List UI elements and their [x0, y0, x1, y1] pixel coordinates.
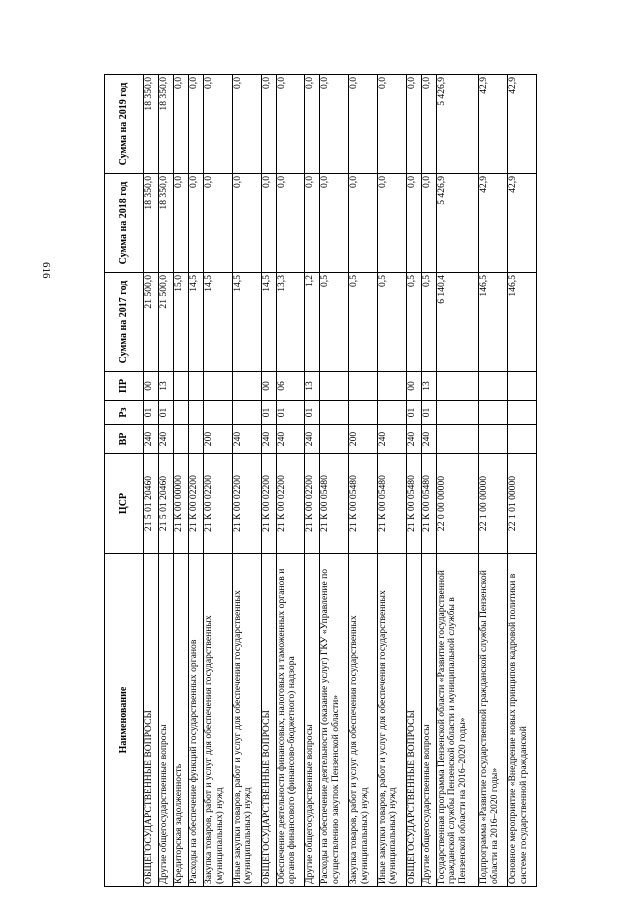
cell-rz: 01 [159, 401, 174, 425]
cell-sum-2018: 18 350,0 [159, 174, 174, 273]
header-sum-2018: Сумма на 2018 год [105, 174, 144, 273]
table-row [232, 75, 261, 887]
cell-name: Другие общегосударственные вопросы [159, 554, 174, 887]
table-row [305, 75, 320, 887]
cell-vr [479, 425, 508, 454]
cell-name: ОБЩЕГОСУДАРСТВЕННЫЕ ВОПРОСЫ [261, 554, 276, 887]
cell-csr: 21 К 00 02200 [261, 454, 276, 554]
cell-pr: 00 [144, 372, 159, 401]
cell-sum-2017: 21 500,0 [159, 273, 174, 372]
cell-csr: 22 1 00 00000 [479, 454, 508, 554]
cell-sum-2019: 18 350,0 [144, 75, 159, 174]
cell-sum-2019: 0,0 [189, 75, 204, 174]
cell-vr [436, 425, 478, 454]
cell-name: ОБЩЕГОСУДАРСТВЕННЫЕ ВОПРОСЫ [144, 554, 159, 887]
cell-name: Другие общегосударственные вопросы [305, 554, 320, 887]
table-row [349, 75, 378, 887]
header-sum-2019: Сумма на 2019 год [105, 75, 144, 174]
cell-csr: 21 К 00 05480 [406, 454, 421, 554]
cell-sum-2018: 0,0 [349, 174, 378, 273]
cell-pr [189, 372, 204, 401]
cell-csr: 21 К 00 02200 [276, 454, 305, 554]
cell-csr: 21 К 00 05480 [378, 454, 407, 554]
cell-rz [320, 401, 349, 425]
cell-pr: 13 [421, 372, 436, 401]
cell-sum-2017: 146,5 [479, 273, 508, 372]
cell-pr [349, 372, 378, 401]
cell-vr [174, 425, 189, 454]
cell-sum-2019: 5 426,9 [436, 75, 478, 174]
page-number: 616 [40, 262, 52, 279]
cell-pr [204, 372, 233, 401]
cell-name: Подпрограмма «Развитие государственной гражданской службы Пензенской области на 2016–2020 годы» [479, 554, 508, 887]
cell-rz [436, 401, 478, 425]
cell-pr [479, 372, 508, 401]
cell-sum-2017: 6 140,4 [436, 273, 478, 372]
cell-csr: 21 К 00 00000 [174, 454, 189, 554]
cell-sum-2019: 0,0 [378, 75, 407, 174]
header-csr: ЦСР [105, 454, 144, 554]
cell-rz: 01 [276, 401, 305, 425]
cell-vr: 240 [144, 425, 159, 454]
cell-sum-2019: 0,0 [320, 75, 349, 174]
cell-sum-2017: 14,5 [261, 273, 276, 372]
cell-vr [189, 425, 204, 454]
cell-pr: 00 [406, 372, 421, 401]
cell-sum-2019: 0,0 [305, 75, 320, 174]
cell-vr: 200 [349, 425, 378, 454]
cell-sum-2019: 42,9 [479, 75, 508, 174]
cell-sum-2017: 0,5 [406, 273, 421, 372]
cell-sum-2017: 13,3 [276, 273, 305, 372]
cell-rz: 01 [305, 401, 320, 425]
cell-name: Обеспечение деятельности финансовых, налоговых и таможенных органов и органов финансового (финансово-бюджетного) надзора [276, 554, 305, 887]
cell-sum-2019: 42,9 [508, 75, 537, 174]
cell-sum-2017: 0,5 [378, 273, 407, 372]
cell-pr: 13 [159, 372, 174, 401]
table-row [144, 75, 159, 887]
cell-sum-2017: 146,5 [508, 273, 537, 372]
cell-rz [378, 401, 407, 425]
cell-csr: 21 К 00 05480 [421, 454, 436, 554]
cell-name: Другие общегосударственные вопросы [421, 554, 436, 887]
cell-rz [189, 401, 204, 425]
table-row [276, 75, 305, 887]
table-row [406, 75, 421, 887]
table-row [189, 75, 204, 887]
table-body [144, 75, 537, 887]
cell-vr: 240 [276, 425, 305, 454]
table-row [508, 75, 537, 887]
cell-rz [479, 401, 508, 425]
header-sum-2017: Сумма на 2017 год [105, 273, 144, 372]
budget-table [104, 74, 537, 887]
cell-name: Расходы на обеспечение функций государственных органов [189, 554, 204, 887]
cell-pr [232, 372, 261, 401]
cell-sum-2017: 0,5 [349, 273, 378, 372]
cell-name: Кредиторская задолженность [174, 554, 189, 887]
cell-csr: 22 1 01 00000 [508, 454, 537, 554]
cell-sum-2018: 0,0 [232, 174, 261, 273]
cell-pr: 13 [305, 372, 320, 401]
cell-sum-2017: 14,5 [189, 273, 204, 372]
cell-name: ОБЩЕГОСУДАРСТВЕННЫЕ ВОПРОСЫ [406, 554, 421, 887]
cell-csr: 22 0 00 00000 [436, 454, 478, 554]
cell-sum-2018: 0,0 [421, 174, 436, 273]
cell-sum-2019: 0,0 [261, 75, 276, 174]
header-vr: ВР [105, 425, 144, 454]
cell-vr: 240 [305, 425, 320, 454]
cell-vr: 240 [406, 425, 421, 454]
cell-vr: 240 [421, 425, 436, 454]
table-row [479, 75, 508, 887]
table-header-row [105, 75, 144, 887]
cell-sum-2017: 15,0 [174, 273, 189, 372]
cell-pr [436, 372, 478, 401]
cell-vr [508, 425, 537, 454]
cell-vr: 240 [232, 425, 261, 454]
cell-rz [232, 401, 261, 425]
cell-vr: 200 [204, 425, 233, 454]
cell-sum-2018: 0,0 [204, 174, 233, 273]
cell-sum-2018: 42,9 [479, 174, 508, 273]
cell-name: Закупка товаров, работ и услуг для обеспечения государственных (муниципальных) нужд [349, 554, 378, 887]
cell-sum-2019: 0,0 [174, 75, 189, 174]
cell-sum-2017: 1,2 [305, 273, 320, 372]
cell-sum-2018: 0,0 [320, 174, 349, 273]
table-row [159, 75, 174, 887]
cell-rz: 01 [261, 401, 276, 425]
cell-name: Иные закупки товаров, работ и услуг для обеспечения государственных (муниципальных) нужд [378, 554, 407, 887]
cell-sum-2017: 0,5 [421, 273, 436, 372]
cell-sum-2017: 14,5 [204, 273, 233, 372]
cell-name: Государственная программа Пензенской области «Развитие государственной гражданской службы Пензенской области и муниципальной службы в Пензенской области на 2016–2020 годы» [436, 554, 478, 887]
cell-name: Иные закупки товаров, работ и услуг для обеспечения государственных (муниципальных) нужд [232, 554, 261, 887]
table-row [204, 75, 233, 887]
cell-rz [349, 401, 378, 425]
cell-sum-2017: 0,5 [320, 273, 349, 372]
cell-csr: 21 К 00 02200 [204, 454, 233, 554]
cell-sum-2019: 0,0 [204, 75, 233, 174]
cell-vr: 240 [261, 425, 276, 454]
table-row [436, 75, 478, 887]
cell-sum-2019: 0,0 [421, 75, 436, 174]
cell-pr: 06 [276, 372, 305, 401]
cell-sum-2019: 0,0 [276, 75, 305, 174]
cell-sum-2017: 14,5 [232, 273, 261, 372]
cell-pr [174, 372, 189, 401]
cell-csr: 21 5 01 20460 [144, 454, 159, 554]
cell-name: Основное мероприятие «Внедрение новых принципов кадровой политики в системе государственной гражданской [508, 554, 537, 887]
cell-csr: 21 К 00 02200 [305, 454, 320, 554]
table-row [261, 75, 276, 887]
cell-pr [378, 372, 407, 401]
cell-vr: 240 [159, 425, 174, 454]
cell-rz [174, 401, 189, 425]
cell-rz [204, 401, 233, 425]
cell-sum-2019: 18 350,0 [159, 75, 174, 174]
cell-pr [508, 372, 537, 401]
cell-name: Расходы на обеспечение деятельности (оказание услуг) ГКУ «Управление по осуществлению закупок Пензенской области» [320, 554, 349, 887]
cell-sum-2018: 0,0 [305, 174, 320, 273]
cell-vr: 240 [378, 425, 407, 454]
table-row [421, 75, 436, 887]
cell-sum-2018: 42,9 [508, 174, 537, 273]
cell-rz [508, 401, 537, 425]
cell-sum-2017: 21 500,0 [144, 273, 159, 372]
cell-sum-2018: 0,0 [378, 174, 407, 273]
cell-sum-2018: 0,0 [189, 174, 204, 273]
header-name: Наименование [105, 554, 144, 887]
cell-rz: 01 [144, 401, 159, 425]
header-rz: Рз [105, 401, 144, 425]
cell-csr: 21 К 00 05480 [320, 454, 349, 554]
cell-csr: 21 К 00 05480 [349, 454, 378, 554]
cell-csr: 21 5 01 20460 [159, 454, 174, 554]
cell-pr [320, 372, 349, 401]
cell-sum-2018: 5 426,9 [436, 174, 478, 273]
cell-pr: 00 [261, 372, 276, 401]
table-row [378, 75, 407, 887]
cell-sum-2018: 0,0 [276, 174, 305, 273]
cell-sum-2019: 0,0 [406, 75, 421, 174]
rotated-table-container [104, 75, 537, 887]
cell-sum-2018: 0,0 [174, 174, 189, 273]
cell-csr: 21 К 00 02200 [189, 454, 204, 554]
cell-csr: 21 К 00 02200 [232, 454, 261, 554]
cell-rz: 01 [406, 401, 421, 425]
cell-sum-2018: 0,0 [261, 174, 276, 273]
cell-sum-2019: 0,0 [232, 75, 261, 174]
cell-sum-2018: 0,0 [406, 174, 421, 273]
cell-sum-2018: 18 350,0 [144, 174, 159, 273]
cell-rz: 01 [421, 401, 436, 425]
cell-vr [320, 425, 349, 454]
cell-sum-2019: 0,0 [349, 75, 378, 174]
table-row [320, 75, 349, 887]
header-pr: ПР [105, 372, 144, 401]
table-row [174, 75, 189, 887]
cell-name: Закупка товаров, работ и услуг для обеспечения государственных (муниципальных) нужд [204, 554, 233, 887]
